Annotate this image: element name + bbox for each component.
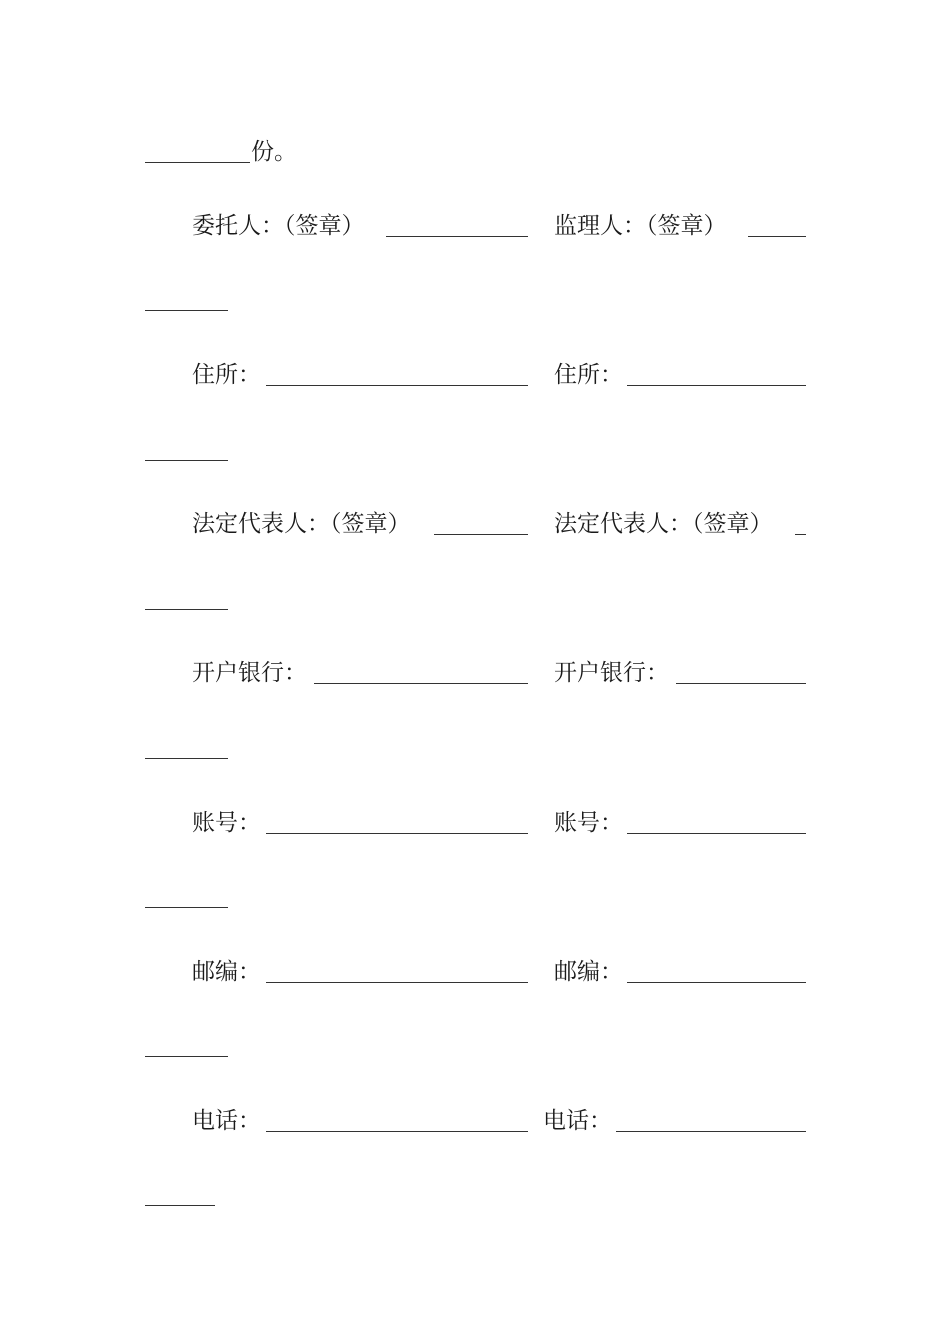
supervisor-phone-label: 电话： [543,1108,612,1134]
supervisor-bank-label: 开户银行： [554,660,669,686]
supervisor-postcode-label: 邮编： [554,959,623,985]
client-postcode-label: 邮编： [192,959,261,985]
client-address-blank[interactable] [266,385,528,386]
copies-count-blank[interactable] [145,162,250,163]
supervisor-postcode-blank-continued[interactable] [145,1056,228,1057]
client-account-label: 账号： [192,810,261,836]
client-postcode-blank[interactable] [266,982,528,983]
supervisor-legal-rep-blank[interactable] [795,534,806,535]
copies-suffix: 份。 [251,139,297,165]
client-signature-blank[interactable] [386,236,528,237]
client-phone-label: 电话： [192,1108,261,1134]
supervisor-account-blank-continued[interactable] [145,907,228,908]
supervisor-address-blank[interactable] [627,385,806,386]
supervisor-signature-label: 监理人：（签章） [554,213,727,239]
supervisor-postcode-blank[interactable] [627,982,806,983]
supervisor-account-blank[interactable] [627,833,806,834]
supervisor-signature-blank-continued[interactable] [145,310,228,311]
supervisor-address-blank-continued[interactable] [145,460,228,461]
client-bank-label: 开户银行： [192,660,307,686]
client-phone-blank[interactable] [266,1131,528,1132]
client-legal-rep-blank[interactable] [434,534,528,535]
supervisor-address-label: 住所： [554,362,623,388]
supervisor-signature-blank[interactable] [748,236,806,237]
supervisor-legal-rep-label: 法定代表人：（签章） [554,511,773,537]
supervisor-legal-rep-blank-continued[interactable] [145,609,228,610]
client-address-label: 住所： [192,362,261,388]
client-account-blank[interactable] [266,833,528,834]
client-bank-blank[interactable] [314,683,528,684]
client-legal-rep-label: 法定代表人：（签章） [192,511,411,537]
supervisor-bank-blank[interactable] [676,683,806,684]
supervisor-bank-blank-continued[interactable] [145,758,228,759]
supervisor-account-label: 账号： [554,810,623,836]
supervisor-phone-blank-continued[interactable] [145,1205,215,1206]
client-signature-label: 委托人：（签章） [192,213,365,239]
supervisor-phone-blank[interactable] [616,1131,806,1132]
